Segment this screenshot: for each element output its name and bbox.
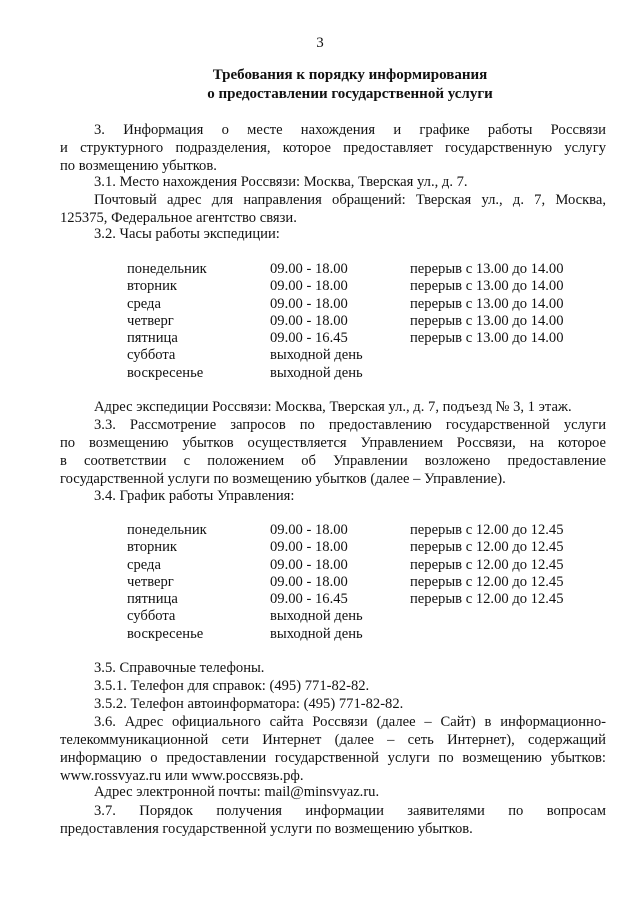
section-3-line-1: 3. Информация о месте нахождения и графике работы Россвязи [94, 122, 606, 138]
schedule-hours: выходной день [270, 625, 363, 642]
title-line-2: о предоставлении государственной услуги [207, 86, 493, 102]
section-3-paragraph [60, 121, 606, 175]
expedition-schedule [127, 260, 587, 381]
section-3-3-paragraph [60, 416, 606, 488]
department-schedule-heading: 3.4. График работы Управления: [94, 488, 295, 504]
document-title [60, 66, 640, 104]
schedule-break: перерыв с 13.00 до 14.00 [410, 261, 564, 277]
section-3-7-line-2: предоставления государственной услуги по возмещению убытков. [60, 821, 473, 837]
schedule-hours: 09.00 - 18.00 [270, 522, 348, 538]
section-3-3-line-4: государственной услуги по возмещению убытков (далее – Управление). [60, 471, 506, 487]
schedule-day: суббота [127, 608, 176, 625]
schedule-row [127, 625, 587, 642]
section-3-3-line-1: 3.3. Рассмотрение запросов по предоставлению государственной услуги [94, 417, 606, 433]
schedule-hours: выходной день [270, 608, 363, 625]
schedule-hours: 09.00 - 18.00 [270, 278, 348, 295]
schedule-hours: 09.00 - 18.00 [270, 556, 348, 573]
schedule-day: пятница [127, 330, 178, 347]
schedule-day: четверг [127, 312, 174, 329]
schedule-hours: 09.00 - 16.45 [270, 330, 348, 347]
section-3-3-line-2: по возмещению убытков осуществляется Управлением Россвязи, на которое [60, 435, 606, 451]
schedule-hours: выходной день [270, 347, 363, 364]
schedule-day: понедельник [127, 261, 207, 277]
schedule-day: вторник [127, 278, 178, 295]
schedule-break: перерыв с 12.00 до 12.45 [410, 556, 564, 573]
schedule-break: перерыв с 13.00 до 14.00 [410, 295, 564, 312]
schedule-hours: 09.00 - 18.00 [270, 573, 348, 590]
schedule-row [127, 364, 587, 381]
department-schedule [127, 521, 587, 642]
expedition-hours-heading: 3.2. Часы работы экспедиции: [94, 226, 280, 242]
schedule-row [127, 607, 587, 624]
reference-phones-heading: 3.5. Справочные телефоны. [94, 660, 265, 676]
page-number: 3 [316, 35, 324, 51]
schedule-hours: 09.00 - 18.00 [270, 539, 348, 556]
schedule-hours: выходной день [270, 364, 363, 381]
postal-line-1: Почтовый адрес для направления обращений: Тверская ул., д. 7, Москва, [94, 192, 606, 208]
schedule-row [127, 556, 587, 573]
schedule-row [127, 312, 587, 329]
expedition-address: Адрес экспедиции Россвязи: Москва, Тверская ул., д. 7, подъезд № 3, 1 этаж. [94, 399, 572, 415]
info-phone: 3.5.1. Телефон для справок: (495) 771-82-82. [94, 678, 370, 694]
schedule-day: пятница [127, 591, 178, 608]
schedule-row [127, 260, 587, 277]
schedule-hours: 09.00 - 16.45 [270, 591, 348, 608]
schedule-row [127, 346, 587, 363]
schedule-row [127, 329, 587, 346]
email-address: Адрес электронной почты: mail@minsvyaz.ru. [94, 784, 380, 800]
schedule-hours: 09.00 - 18.00 [270, 261, 348, 277]
schedule-day: понедельник [127, 522, 207, 538]
schedule-hours: 09.00 - 18.00 [270, 295, 348, 312]
schedule-row [127, 573, 587, 590]
schedule-break: перерыв с 12.00 до 12.45 [410, 573, 564, 590]
schedule-break: перерыв с 12.00 до 12.45 [410, 522, 564, 538]
section-3-7-paragraph [60, 802, 606, 838]
postal-address-paragraph [60, 191, 606, 227]
schedule-break: перерыв с 13.00 до 14.00 [410, 312, 564, 329]
schedule-day: воскресенье [127, 364, 204, 381]
schedule-day: четверг [127, 573, 174, 590]
schedule-day: среда [127, 295, 161, 312]
schedule-row [127, 590, 587, 607]
section-3-6-line-1: 3.6. Адрес официального сайта Россвязи (далее – Сайт) в информационно- [94, 714, 606, 730]
schedule-break: перерыв с 12.00 до 12.45 [410, 591, 564, 608]
section-3-6-line-4: www.rossvyaz.ru или www.россвязь.рф. [60, 768, 304, 784]
section-3-6-line-2: телекоммуникационной сети Интернет (далее – сеть Интернет), содержащий [60, 732, 606, 748]
section-3-line-2: и структурного подразделения, которое предоставляет государственную услугу [60, 140, 606, 156]
schedule-day: среда [127, 556, 161, 573]
section-3-6-paragraph [60, 713, 606, 785]
autoinformer-phone: 3.5.2. Телефон автоинформатора: (495) 771-82-82. [94, 696, 404, 712]
schedule-hours: 09.00 - 18.00 [270, 312, 348, 329]
section-3-6-line-3: информацию о предоставлении государственной услуги по возмещению убытков: [60, 750, 606, 766]
schedule-day: воскресенье [127, 625, 204, 642]
schedule-row [127, 521, 587, 538]
title-line-1: Требования к порядку информирования [212, 67, 488, 83]
schedule-day: суббота [127, 347, 176, 364]
schedule-break: перерыв с 13.00 до 14.00 [410, 330, 564, 347]
section-3-3-line-3: в соответствии с положением об Управлении возложено предоставление [60, 453, 606, 469]
schedule-row [127, 538, 587, 555]
postal-line-2: 125375, Федеральное агентство связи. [60, 210, 297, 226]
schedule-break: перерыв с 13.00 до 14.00 [410, 278, 564, 295]
location-paragraph: 3.1. Место нахождения Россвязи: Москва, Тверская ул., д. 7. [94, 174, 468, 190]
schedule-break: перерыв с 12.00 до 12.45 [410, 539, 564, 556]
section-3-line-3: по возмещению убытков. [60, 158, 217, 174]
schedule-day: вторник [127, 539, 178, 556]
section-3-7-line-1: 3.7. Порядок получения информации заявителями по вопросам [94, 803, 606, 819]
schedule-row [127, 277, 587, 294]
schedule-row [127, 295, 587, 312]
